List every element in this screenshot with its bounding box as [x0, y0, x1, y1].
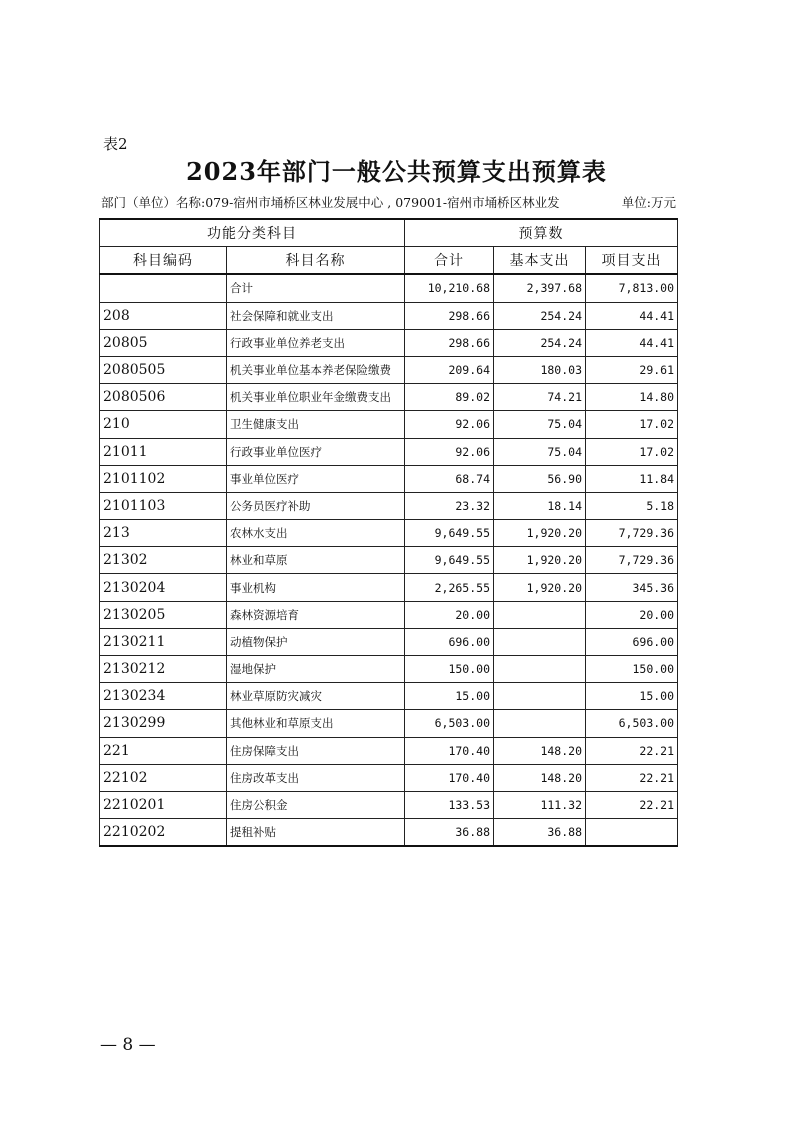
cell-subject-name: 湿地保护	[227, 656, 405, 683]
cell-total: 209.64	[405, 356, 494, 383]
header-budget-amount: 预算数	[405, 219, 678, 247]
cell-project-expenditure: 7,813.00	[586, 274, 678, 302]
page-number: — 8 —	[100, 1035, 156, 1055]
cell-total: 696.00	[405, 628, 494, 655]
cell-subject-name: 住房公积金	[227, 791, 405, 818]
cell-subject-code: 208	[100, 302, 227, 329]
cell-subject-code: 21302	[100, 547, 227, 574]
table-row	[100, 411, 678, 438]
cell-subject-name: 森林资源培育	[227, 601, 405, 628]
cell-subject-code: 2101103	[100, 492, 227, 519]
cell-basic-expenditure: 74.21	[494, 384, 586, 411]
header-total: 合计	[405, 247, 494, 275]
cell-subject-name: 事业单位医疗	[227, 465, 405, 492]
cell-subject-name: 动植物保护	[227, 628, 405, 655]
table-row	[100, 438, 678, 465]
cell-basic-expenditure	[494, 683, 586, 710]
cell-project-expenditure: 696.00	[586, 628, 678, 655]
cell-project-expenditure: 5.18	[586, 492, 678, 519]
table-row	[100, 547, 678, 574]
table-row	[100, 819, 678, 847]
table-row	[100, 302, 678, 329]
table-row	[100, 574, 678, 601]
cell-total: 150.00	[405, 656, 494, 683]
cell-subject-code: 21011	[100, 438, 227, 465]
cell-subject-name: 卫生健康支出	[227, 411, 405, 438]
department-line: 部门（单位）名称:079-宿州市埇桥区林业发展中心 , 079001-宿州市埇桥区林业发	[101, 195, 560, 210]
cell-subject-code: 2130211	[100, 628, 227, 655]
cell-total: 92.06	[405, 438, 494, 465]
table-row	[100, 520, 678, 547]
cell-project-expenditure: 17.02	[586, 411, 678, 438]
cell-subject-name: 其他林业和草原支出	[227, 710, 405, 737]
cell-subject-code: 2130212	[100, 656, 227, 683]
cell-basic-expenditure	[494, 710, 586, 737]
cell-total: 89.02	[405, 384, 494, 411]
cell-subject-name: 事业机构	[227, 574, 405, 601]
cell-project-expenditure: 17.02	[586, 438, 678, 465]
cell-project-expenditure	[586, 819, 678, 847]
table-row	[100, 791, 678, 818]
table-row	[100, 356, 678, 383]
cell-basic-expenditure: 36.88	[494, 819, 586, 847]
cell-project-expenditure: 150.00	[586, 656, 678, 683]
cell-project-expenditure: 7,729.36	[586, 547, 678, 574]
cell-basic-expenditure: 18.14	[494, 492, 586, 519]
cell-basic-expenditure: 56.90	[494, 465, 586, 492]
page-title: 2023年部门一般公共预算支出预算表	[186, 157, 607, 186]
cell-subject-name: 行政事业单位医疗	[227, 438, 405, 465]
cell-total: 170.40	[405, 737, 494, 764]
cell-project-expenditure: 15.00	[586, 683, 678, 710]
cell-project-expenditure: 6,503.00	[586, 710, 678, 737]
table-row	[100, 710, 678, 737]
cell-total: 15.00	[405, 683, 494, 710]
cell-basic-expenditure: 148.20	[494, 737, 586, 764]
cell-subject-code: 2080506	[100, 384, 227, 411]
cell-total: 9,649.55	[405, 520, 494, 547]
cell-subject-name: 提租补贴	[227, 819, 405, 847]
cell-subject-code: 2130234	[100, 683, 227, 710]
cell-basic-expenditure: 1,920.20	[494, 520, 586, 547]
cell-subject-code: 2101102	[100, 465, 227, 492]
header-functional-category: 功能分类科目	[100, 219, 405, 247]
cell-subject-code: 2130205	[100, 601, 227, 628]
header-basic-expenditure: 基本支出	[494, 247, 586, 275]
table-row	[100, 683, 678, 710]
cell-subject-name: 社会保障和就业支出	[227, 302, 405, 329]
cell-project-expenditure: 22.21	[586, 791, 678, 818]
cell-basic-expenditure: 1,920.20	[494, 574, 586, 601]
table-row	[100, 656, 678, 683]
cell-total: 36.88	[405, 819, 494, 847]
budget-table-body	[100, 274, 678, 846]
cell-subject-name: 合计	[227, 274, 405, 302]
table-label: 表2	[103, 135, 128, 153]
unit-label: 单位:万元	[616, 193, 676, 211]
cell-total: 2,265.55	[405, 574, 494, 601]
table-row	[100, 465, 678, 492]
cell-subject-code: 2080505	[100, 356, 227, 383]
cell-subject-code: 22102	[100, 764, 227, 791]
header-subject-code: 科目编码	[100, 247, 227, 275]
cell-subject-name: 林业和草原	[227, 547, 405, 574]
cell-total: 68.74	[405, 465, 494, 492]
cell-subject-name: 农林水支出	[227, 520, 405, 547]
cell-total: 298.66	[405, 329, 494, 356]
cell-basic-expenditure	[494, 628, 586, 655]
cell-total: 170.40	[405, 764, 494, 791]
cell-project-expenditure: 20.00	[586, 601, 678, 628]
cell-total: 6,503.00	[405, 710, 494, 737]
cell-project-expenditure: 44.41	[586, 302, 678, 329]
table-row	[100, 737, 678, 764]
cell-basic-expenditure: 2,397.68	[494, 274, 586, 302]
cell-basic-expenditure: 180.03	[494, 356, 586, 383]
cell-basic-expenditure	[494, 601, 586, 628]
cell-total: 298.66	[405, 302, 494, 329]
cell-subject-code: 2210202	[100, 819, 227, 847]
cell-subject-code: 210	[100, 411, 227, 438]
cell-basic-expenditure	[494, 656, 586, 683]
cell-total: 20.00	[405, 601, 494, 628]
cell-total: 92.06	[405, 411, 494, 438]
table-row	[100, 601, 678, 628]
cell-basic-expenditure: 111.32	[494, 791, 586, 818]
cell-subject-code: 213	[100, 520, 227, 547]
table-row	[100, 329, 678, 356]
cell-total: 23.32	[405, 492, 494, 519]
header-subject-name: 科目名称	[227, 247, 405, 275]
cell-total: 10,210.68	[405, 274, 494, 302]
header-row-group	[100, 219, 678, 247]
table-row	[100, 274, 678, 302]
cell-subject-code: 2210201	[100, 791, 227, 818]
cell-subject-code: 2130204	[100, 574, 227, 601]
cell-project-expenditure: 11.84	[586, 465, 678, 492]
cell-project-expenditure: 14.80	[586, 384, 678, 411]
cell-subject-code: 2130299	[100, 710, 227, 737]
cell-subject-name: 公务员医疗补助	[227, 492, 405, 519]
header-project-expenditure: 项目支出	[586, 247, 678, 275]
table-row	[100, 628, 678, 655]
cell-basic-expenditure: 254.24	[494, 329, 586, 356]
cell-project-expenditure: 7,729.36	[586, 520, 678, 547]
cell-basic-expenditure: 148.20	[494, 764, 586, 791]
header-row-columns	[100, 247, 678, 275]
cell-subject-name: 机关事业单位基本养老保险缴费	[227, 356, 405, 383]
cell-basic-expenditure: 254.24	[494, 302, 586, 329]
cell-project-expenditure: 29.61	[586, 356, 678, 383]
cell-subject-name: 住房改革支出	[227, 764, 405, 791]
table-row	[100, 764, 678, 791]
cell-total: 9,649.55	[405, 547, 494, 574]
cell-subject-code: 221	[100, 737, 227, 764]
cell-basic-expenditure: 1,920.20	[494, 547, 586, 574]
cell-subject-name: 林业草原防灾减灾	[227, 683, 405, 710]
cell-project-expenditure: 22.21	[586, 737, 678, 764]
cell-subject-name: 住房保障支出	[227, 737, 405, 764]
cell-project-expenditure: 44.41	[586, 329, 678, 356]
cell-basic-expenditure: 75.04	[494, 411, 586, 438]
cell-subject-name: 行政事业单位养老支出	[227, 329, 405, 356]
cell-subject-code	[100, 274, 227, 302]
cell-basic-expenditure: 75.04	[494, 438, 586, 465]
cell-total: 133.53	[405, 791, 494, 818]
cell-subject-name: 机关事业单位职业年金缴费支出	[227, 384, 405, 411]
cell-project-expenditure: 345.36	[586, 574, 678, 601]
table-row	[100, 384, 678, 411]
budget-table	[99, 218, 678, 847]
table-row	[100, 492, 678, 519]
cell-project-expenditure: 22.21	[586, 764, 678, 791]
cell-subject-code: 20805	[100, 329, 227, 356]
